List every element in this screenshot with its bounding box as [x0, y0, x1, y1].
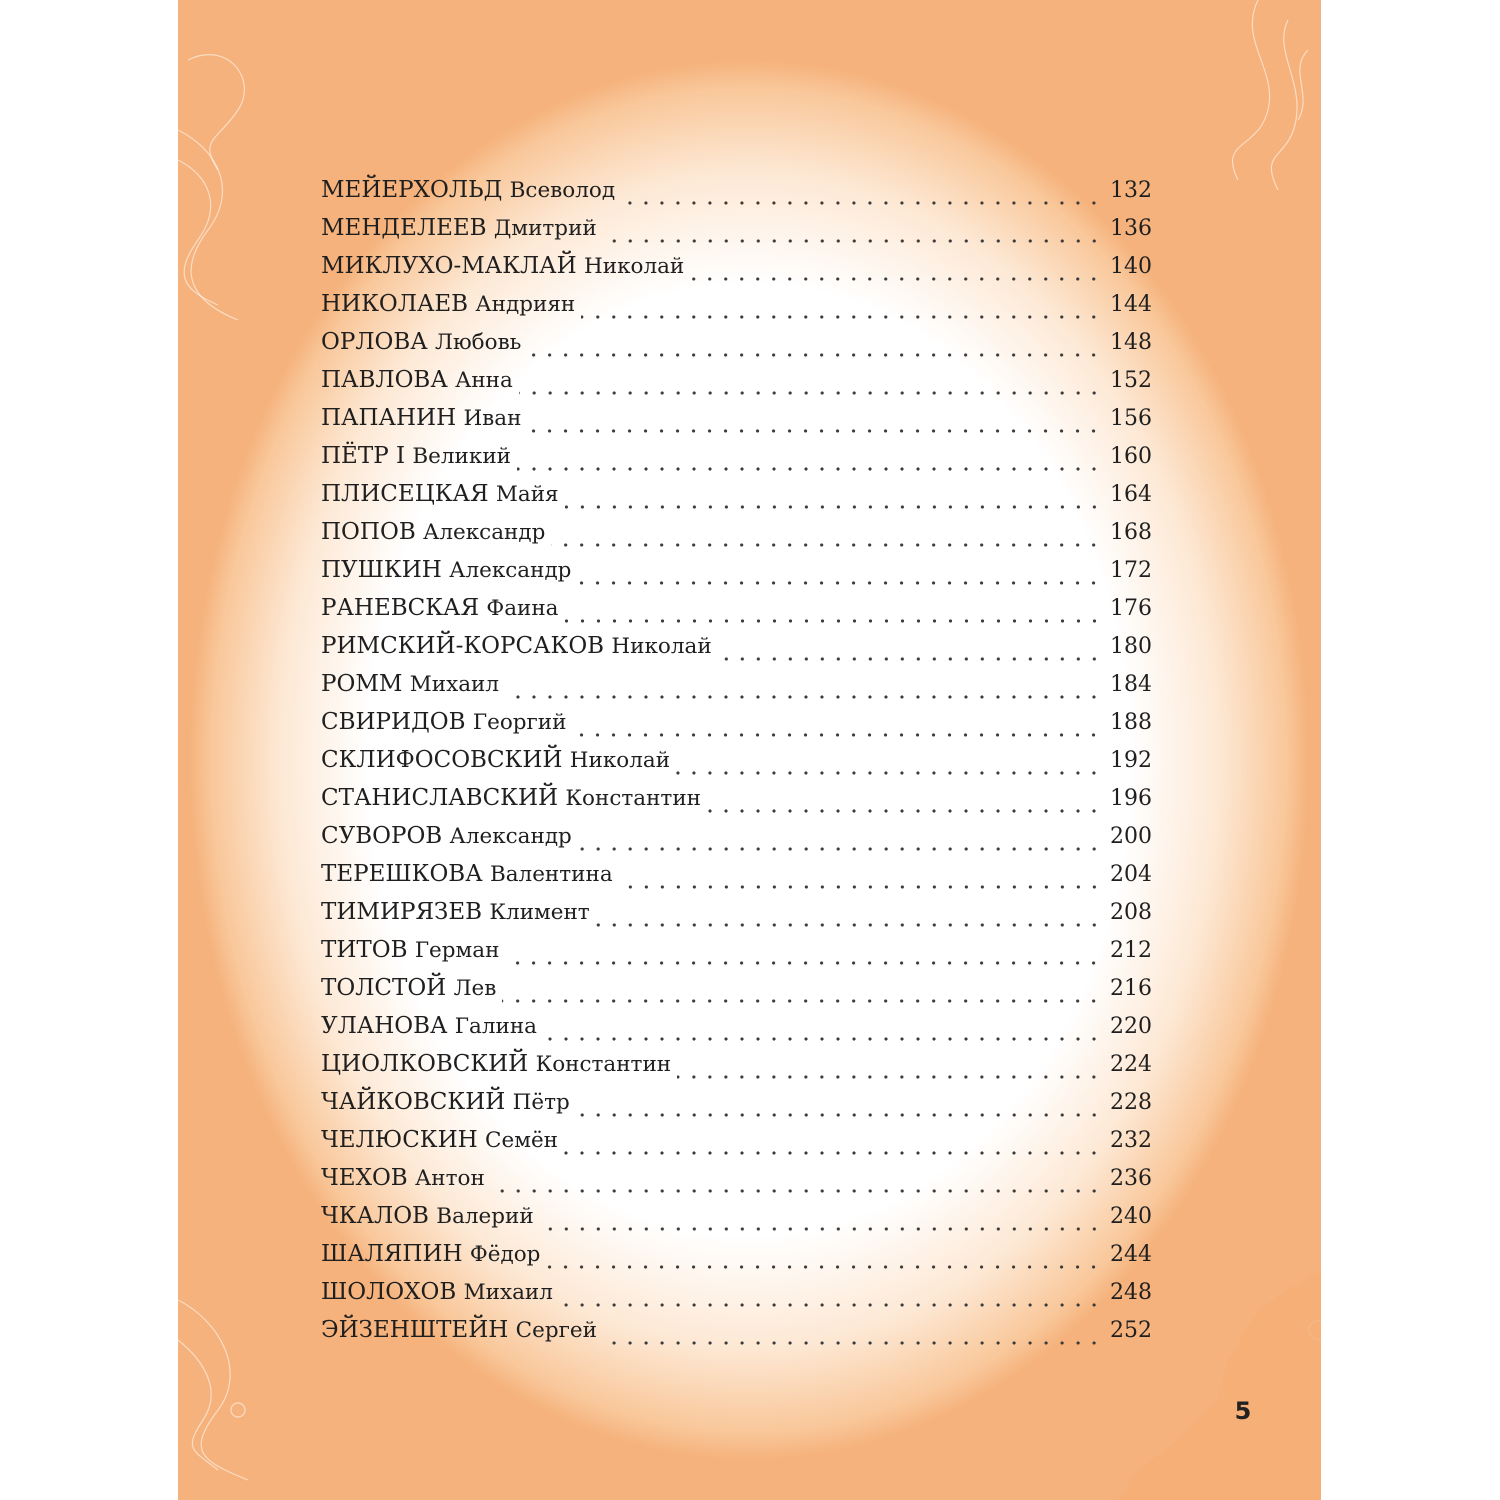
dot-leader	[576, 1113, 1102, 1117]
entry-first-name: Климент	[489, 900, 590, 925]
entry-name	[321, 1317, 597, 1343]
table-of-contents	[321, 177, 1152, 1355]
entry-surname: ЧКАЛОВ	[321, 1203, 429, 1229]
dot-leader	[546, 1265, 1102, 1269]
entry-name	[321, 1013, 537, 1039]
entry-page-number: 200	[1110, 824, 1152, 849]
toc-entry	[321, 1127, 1152, 1165]
entry-surname: ШАЛЯПИН	[321, 1241, 463, 1267]
entry-first-name: Александр	[449, 558, 572, 583]
entry-surname: УЛАНОВА	[321, 1013, 448, 1039]
entry-surname: ТИТОВ	[321, 937, 408, 963]
entry-name	[321, 975, 496, 1001]
entry-name	[321, 367, 513, 393]
entry-surname: ТИМИРЯЗЕВ	[321, 899, 483, 925]
entry-surname: РОММ	[321, 671, 403, 697]
entry-page-number: 248	[1110, 1280, 1152, 1305]
entry-surname: НИКОЛАЕВ	[321, 291, 469, 317]
entry-first-name: Великий	[412, 444, 511, 469]
entry-page-number: 152	[1110, 368, 1152, 393]
entry-surname: ТЕРЕШКОВА	[321, 861, 483, 887]
toc-entry	[321, 937, 1152, 975]
dot-leader	[718, 657, 1102, 661]
entry-first-name: Лев	[453, 976, 497, 1001]
entry-name	[321, 595, 559, 621]
dot-leader	[577, 581, 1102, 585]
toc-entry	[321, 785, 1152, 823]
entry-surname: ЧЕХОВ	[321, 1165, 408, 1191]
dot-leader	[564, 1151, 1102, 1155]
entry-surname: МЕНДЕЛЕЕВ	[321, 215, 487, 241]
entry-page-number: 160	[1110, 444, 1152, 469]
entry-name	[321, 557, 571, 583]
entry-surname: ШОЛОХОВ	[321, 1279, 457, 1305]
toc-entry	[321, 519, 1152, 557]
dot-leader	[603, 1341, 1102, 1345]
entry-name	[321, 823, 572, 849]
entry-surname: РАНЕВСКАЯ	[321, 595, 480, 621]
dot-leader	[676, 771, 1102, 775]
dot-leader	[677, 1075, 1102, 1079]
entry-first-name: Николай	[569, 748, 671, 773]
entry-name	[321, 1089, 570, 1115]
dot-leader	[505, 961, 1102, 965]
toc-entry	[321, 823, 1152, 861]
entry-surname: ТОЛСТОЙ	[321, 975, 447, 1001]
entry-name	[321, 177, 615, 203]
entry-name	[321, 405, 521, 431]
toc-entry	[321, 1165, 1152, 1203]
entry-first-name: Майя	[495, 482, 559, 507]
toc-entry	[321, 709, 1152, 747]
dot-leader	[619, 885, 1102, 889]
entry-page-number: 156	[1110, 406, 1152, 431]
entry-surname: ЧАЙКОВСКИЙ	[321, 1089, 506, 1115]
entry-surname: СВИРИДОВ	[321, 709, 466, 735]
entry-first-name: Александр	[449, 824, 572, 849]
dot-leader	[502, 999, 1102, 1003]
entry-first-name: Дмитрий	[493, 216, 597, 241]
entry-page-number: 204	[1110, 862, 1152, 887]
toc-entry	[321, 557, 1152, 595]
dot-leader	[540, 1227, 1102, 1231]
entry-first-name: Михаил	[463, 1280, 553, 1305]
entry-name	[321, 1203, 534, 1229]
toc-entry	[321, 861, 1152, 899]
toc-entry	[321, 1013, 1152, 1051]
entry-first-name: Иван	[463, 406, 522, 431]
toc-entry	[321, 215, 1152, 253]
toc-entry	[321, 899, 1152, 937]
entry-name	[321, 1127, 558, 1153]
entry-page-number: 168	[1110, 520, 1152, 545]
entry-page-number: 196	[1110, 786, 1152, 811]
entry-surname: ПОПОВ	[321, 519, 416, 545]
entry-page-number: 184	[1110, 672, 1152, 697]
entry-name	[321, 481, 559, 507]
entry-name	[321, 253, 684, 279]
toc-entry	[321, 253, 1152, 291]
entry-page-number: 148	[1110, 330, 1152, 355]
dot-leader	[519, 391, 1102, 395]
entry-first-name: Константин	[565, 786, 701, 811]
entry-page-number: 252	[1110, 1318, 1152, 1343]
toc-entry	[321, 633, 1152, 671]
entry-first-name: Антон	[415, 1166, 485, 1191]
dot-leader	[505, 695, 1102, 699]
dot-leader	[559, 1303, 1102, 1307]
entry-name	[321, 291, 575, 317]
entry-name	[321, 1241, 540, 1267]
entry-first-name: Семён	[485, 1128, 558, 1153]
toc-entry	[321, 1241, 1152, 1279]
entry-name	[321, 443, 511, 469]
entry-first-name: Александр	[423, 520, 546, 545]
toc-entry	[321, 329, 1152, 367]
dot-leader	[707, 809, 1102, 813]
toc-entry	[321, 1279, 1152, 1317]
entry-first-name: Сергей	[515, 1318, 597, 1343]
entry-first-name: Николай	[583, 254, 685, 279]
toc-entry	[321, 481, 1152, 519]
entry-surname: РИМСКИЙ-КОРСАКОВ	[321, 633, 605, 659]
toc-entry	[321, 1203, 1152, 1241]
entry-first-name: Михаил	[409, 672, 500, 697]
entry-surname: ПАВЛОВА	[321, 367, 448, 393]
entry-name	[321, 937, 499, 963]
entry-first-name: Андриян	[475, 292, 576, 317]
entry-surname: ЧЕЛЮСКИН	[321, 1127, 478, 1153]
book-page	[178, 0, 1321, 1500]
dot-leader	[690, 277, 1102, 281]
dot-leader	[596, 923, 1102, 927]
entry-first-name: Любовь	[435, 330, 522, 355]
entry-page-number: 212	[1110, 938, 1152, 963]
toc-entry	[321, 1051, 1152, 1089]
toc-entry	[321, 291, 1152, 329]
entry-page-number: 180	[1110, 634, 1152, 659]
entry-first-name: Георгий	[472, 710, 567, 735]
entry-page-number: 240	[1110, 1204, 1152, 1229]
entry-page-number: 192	[1110, 748, 1152, 773]
entry-surname: ПАПАНИН	[321, 405, 457, 431]
toc-entry	[321, 177, 1152, 215]
dot-leader	[581, 315, 1102, 319]
entry-page-number: 236	[1110, 1166, 1152, 1191]
entry-page-number: 244	[1110, 1242, 1152, 1267]
entry-name	[321, 1279, 553, 1305]
entry-name	[321, 519, 545, 545]
entry-surname: ЭЙЗЕНШТЕЙН	[321, 1317, 509, 1343]
entry-name	[321, 633, 712, 659]
entry-page-number: 232	[1110, 1128, 1152, 1153]
dot-leader	[621, 201, 1102, 205]
entry-page-number: 136	[1110, 216, 1152, 241]
entry-name	[321, 671, 499, 697]
entry-name	[321, 709, 566, 735]
toc-entry	[321, 367, 1152, 405]
toc-entry	[321, 405, 1152, 443]
entry-name	[321, 899, 590, 925]
entry-first-name: Анна	[455, 368, 513, 393]
dot-leader	[527, 429, 1102, 433]
entry-surname: ЦИОЛКОВСКИЙ	[321, 1051, 529, 1077]
dot-leader	[572, 733, 1102, 737]
entry-page-number: 176	[1110, 596, 1152, 621]
entry-name	[321, 1051, 671, 1077]
entry-first-name: Пётр	[512, 1090, 570, 1115]
entry-first-name: Фёдор	[469, 1242, 541, 1267]
dot-leader	[543, 1037, 1102, 1041]
entry-surname: МИКЛУХО-МАКЛАЙ	[321, 253, 577, 279]
entry-surname: МЕЙЕРХОЛЬД	[321, 177, 503, 203]
entry-surname: ПЛИСЕЦКАЯ	[321, 481, 489, 507]
entry-first-name: Всеволод	[509, 178, 616, 203]
entry-page-number: 144	[1110, 292, 1152, 317]
toc-entry	[321, 975, 1152, 1013]
dot-leader	[565, 505, 1102, 509]
entry-surname: ОРЛОВА	[321, 329, 428, 355]
entry-first-name: Валентина	[489, 862, 613, 887]
dot-leader	[551, 543, 1102, 547]
entry-name	[321, 861, 613, 887]
entry-page-number: 172	[1110, 558, 1152, 583]
entry-first-name: Галина	[454, 1014, 537, 1039]
entry-surname: ПУШКИН	[321, 557, 442, 583]
entry-surname: ПЁТР I	[321, 443, 406, 469]
entry-name	[321, 1165, 485, 1191]
entry-page-number: 188	[1110, 710, 1152, 735]
entry-page-number: 228	[1110, 1090, 1152, 1115]
entry-page-number: 216	[1110, 976, 1152, 1001]
entry-name	[321, 215, 597, 241]
toc-entry	[321, 747, 1152, 785]
toc-entry	[321, 1317, 1152, 1355]
dot-leader	[603, 239, 1102, 243]
entry-name	[321, 329, 521, 355]
entry-page-number: 224	[1110, 1052, 1152, 1077]
entry-page-number: 220	[1110, 1014, 1152, 1039]
entry-name	[321, 747, 670, 773]
entry-first-name: Фаина	[486, 596, 559, 621]
entry-surname: СКЛИФОСОВСКИЙ	[321, 747, 563, 773]
dot-leader	[527, 353, 1102, 357]
entry-page-number: 140	[1110, 254, 1152, 279]
entry-page-number: 208	[1110, 900, 1152, 925]
entry-first-name: Константин	[535, 1052, 672, 1077]
entry-first-name: Николай	[611, 634, 712, 659]
entry-first-name: Валерий	[436, 1204, 534, 1229]
toc-entry	[321, 671, 1152, 709]
entry-first-name: Герман	[414, 938, 500, 963]
entry-surname: СТАНИСЛАВСКИЙ	[321, 785, 559, 811]
toc-entry	[321, 1089, 1152, 1127]
dot-leader	[565, 619, 1102, 623]
entry-surname: СУВОРОВ	[321, 823, 443, 849]
dot-leader	[491, 1189, 1102, 1193]
entry-name	[321, 785, 701, 811]
entry-page-number: 132	[1110, 178, 1152, 203]
toc-entry	[321, 443, 1152, 481]
page-number: 5	[1234, 1397, 1252, 1425]
toc-entry	[321, 595, 1152, 633]
dot-leader	[517, 467, 1102, 471]
entry-page-number: 164	[1110, 482, 1152, 507]
dot-leader	[578, 847, 1102, 851]
